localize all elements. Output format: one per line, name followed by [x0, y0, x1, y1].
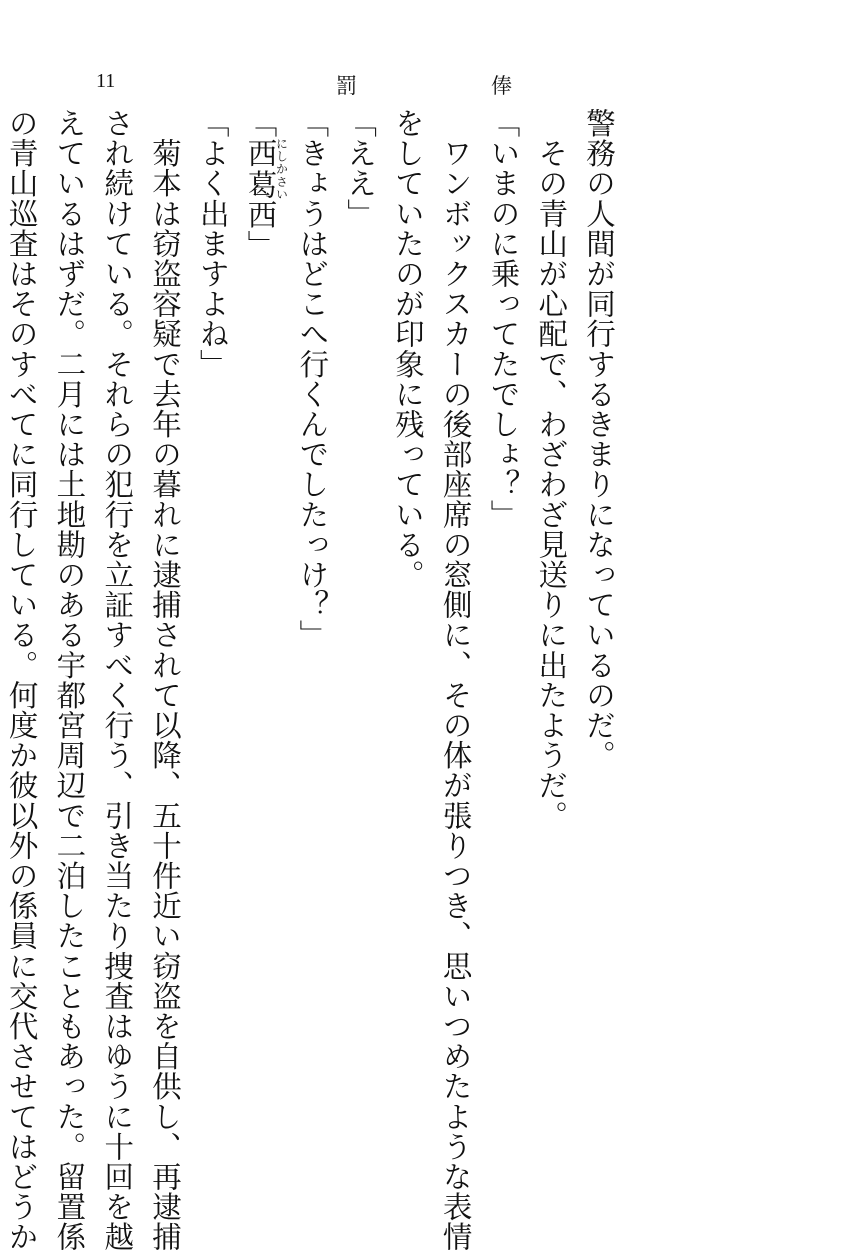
text-line: 警務の人間が同行するきまりになっているのだ。 [582, 108, 616, 771]
running-title [336, 70, 512, 100]
body-text [4, 108, 622, 1252]
ruby-base-tail: 西 [243, 199, 278, 230]
text-line: 「いまのに乗ってたでしょ？」 [486, 108, 521, 530]
text-line: 「ええ」 [343, 108, 378, 229]
ruby-base: 西葛 [243, 137, 278, 201]
text-line: 菊本は窃盗容疑で去年の暮れに逮捕されて以降、五十件近い窃盗を自供し、再逮捕 [147, 108, 182, 1252]
ruby-word [243, 137, 289, 201]
text-line: され続けている。それらの犯行を立証すべく行う、引き当たり捜査はゆうに十回を越 [100, 108, 135, 1252]
text-line: ワンボックスカーの後部座席の窓側に、その体が張りつき、思いつめたような表情 [438, 108, 473, 1252]
text-line: をしていたのが印象に残っている。 [390, 108, 425, 590]
running-title-left: 罰 [336, 74, 357, 98]
text-line: 「きょうはどこへ行くんでしたっけ？」 [295, 108, 330, 650]
bracket-open: 「 [243, 108, 278, 139]
page-number: 11 [96, 70, 116, 92]
ruby-reading: にしかさい [274, 137, 289, 201]
text-line: 「よく出ますよね」 [195, 108, 230, 379]
text-line: その青山が心配で、わざわざ見送りに出たようだ。 [534, 108, 569, 831]
text-line: えているはずだ。二月には土地勘のある宇都宮周辺で二泊したこともあった。留置係 [52, 108, 87, 1252]
text-line-with-ruby [236, 108, 288, 1138]
running-title-right: 俸 [491, 74, 512, 98]
text-line: の青山巡査はそのすべてに同行している。何度か彼以外の係員に交代させてはどうか [4, 108, 39, 1252]
bracket-close: 」 [243, 229, 278, 260]
